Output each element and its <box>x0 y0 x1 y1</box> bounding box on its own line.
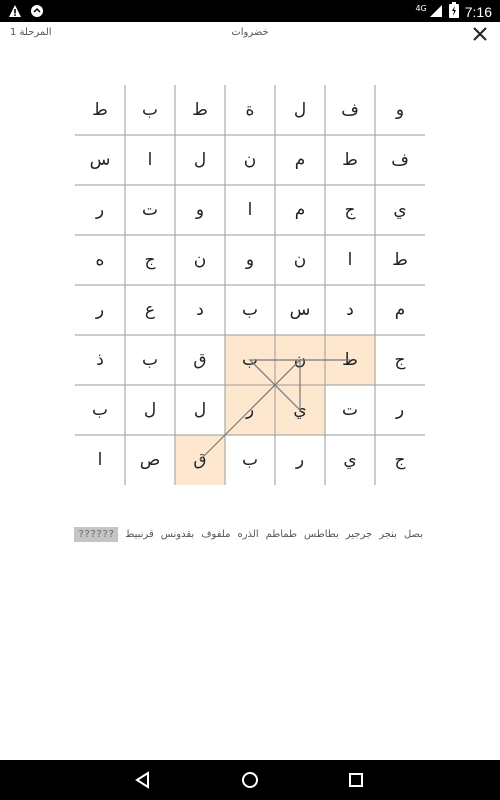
word-item: ملفوف <box>201 529 231 540</box>
word-item: قرنبيط <box>125 529 154 540</box>
status-time: 7:16 <box>464 4 492 20</box>
nav-bar <box>0 760 500 800</box>
grid-cell[interactable]: ن <box>193 250 207 270</box>
close-icon <box>472 26 488 42</box>
back-button[interactable] <box>133 770 153 790</box>
grid-cell[interactable]: ن <box>243 150 257 170</box>
grid-cell[interactable]: ر <box>295 450 305 470</box>
grid-cell[interactable]: ج <box>144 250 156 270</box>
grid-cell[interactable]: ع <box>144 300 156 320</box>
grid-cell[interactable]: م <box>394 300 406 320</box>
grid-cell[interactable]: ب <box>225 335 275 385</box>
grid-cell[interactable]: ر <box>95 300 105 320</box>
letter-grid[interactable] <box>75 85 425 485</box>
level-label: المرحلة 1 <box>10 27 52 38</box>
grid-cell[interactable]: و <box>395 100 405 120</box>
category-title: خضروات <box>231 27 269 38</box>
app-header <box>0 22 500 50</box>
word-item: جرجير <box>345 529 373 540</box>
grid-cell[interactable]: ا <box>97 450 103 470</box>
signal-icon <box>429 3 443 22</box>
grid-cell[interactable]: ل <box>193 150 207 170</box>
grid-cell[interactable]: ل <box>293 100 307 120</box>
grid-cell[interactable]: ي <box>275 385 325 435</box>
grid-cell[interactable]: و <box>245 250 255 270</box>
grid-cell[interactable]: ف <box>341 100 359 120</box>
battery-icon <box>449 2 459 22</box>
word-item: الذره <box>237 529 259 540</box>
grid-cell[interactable]: ب <box>141 100 158 120</box>
grid-cell[interactable]: ي <box>393 200 407 220</box>
grid-cell[interactable]: ا <box>147 150 153 170</box>
grid-cell[interactable]: ذ <box>96 350 104 370</box>
grid-cell[interactable]: ر <box>95 200 105 220</box>
grid-cell[interactable]: ق <box>175 435 225 485</box>
grid-cell[interactable]: ل <box>143 400 157 420</box>
grid-cell[interactable]: ط <box>325 335 375 385</box>
grid-cell[interactable]: ل <box>193 400 207 420</box>
grid-cell[interactable]: ن <box>293 250 307 270</box>
recents-icon <box>346 770 366 790</box>
grid-cell[interactable]: د <box>196 300 204 320</box>
grid-cell[interactable]: ن <box>275 335 325 385</box>
current-word: ?????? <box>74 527 118 542</box>
grid-cell[interactable]: ج <box>394 450 406 470</box>
grid-cell[interactable]: ر <box>395 400 405 420</box>
grid-cell[interactable]: م <box>294 150 306 170</box>
grid-cell[interactable]: ا <box>347 250 353 270</box>
grid-cell[interactable]: ب <box>91 400 108 420</box>
grid-cell[interactable]: ه <box>95 250 105 270</box>
grid-cell[interactable]: ط <box>192 100 208 120</box>
grid-cell[interactable]: ج <box>344 200 356 220</box>
grid-cell[interactable]: ط <box>342 150 358 170</box>
grid-cell[interactable]: ب <box>241 300 258 320</box>
word-item: بطاطس <box>304 529 339 540</box>
grid-cell[interactable]: س <box>289 300 311 320</box>
grid-cell[interactable]: ب <box>141 350 158 370</box>
grid-cell[interactable]: ة <box>245 100 255 120</box>
word-item: بصل <box>403 529 423 540</box>
word-item: بنجر <box>379 529 397 540</box>
grid-cell[interactable]: س <box>89 150 111 170</box>
close-button[interactable] <box>472 26 488 42</box>
grid-cell[interactable]: ج <box>394 350 406 370</box>
back-icon <box>133 770 153 790</box>
home-button[interactable] <box>240 770 260 790</box>
word-item: بقدونس <box>160 529 195 540</box>
grid-cell[interactable]: ر <box>225 385 275 435</box>
grid-cell[interactable]: م <box>294 200 306 220</box>
grid-cell[interactable]: ت <box>141 200 158 220</box>
grid-cell[interactable]: و <box>195 200 205 220</box>
word-item: طماطم <box>265 529 298 540</box>
grid-cell[interactable]: ت <box>341 400 358 420</box>
grid-cell[interactable]: ي <box>343 450 357 470</box>
sync-icon <box>30 3 44 22</box>
grid-cell[interactable]: ص <box>139 450 161 470</box>
grid-cell[interactable]: ق <box>193 350 207 370</box>
word-list <box>74 527 423 542</box>
grid-cell[interactable]: ف <box>391 150 409 170</box>
grid-cell[interactable]: ط <box>92 100 108 120</box>
grid-cell[interactable]: د <box>346 300 354 320</box>
grid-cell[interactable]: ط <box>392 250 408 270</box>
grid-cell[interactable]: ا <box>247 200 253 220</box>
network-label: 4G <box>415 3 427 13</box>
grid-cell[interactable]: ب <box>241 450 258 470</box>
home-icon <box>240 770 260 790</box>
recents-button[interactable] <box>346 770 366 790</box>
status-bar <box>0 0 500 22</box>
warning-icon <box>8 3 22 22</box>
